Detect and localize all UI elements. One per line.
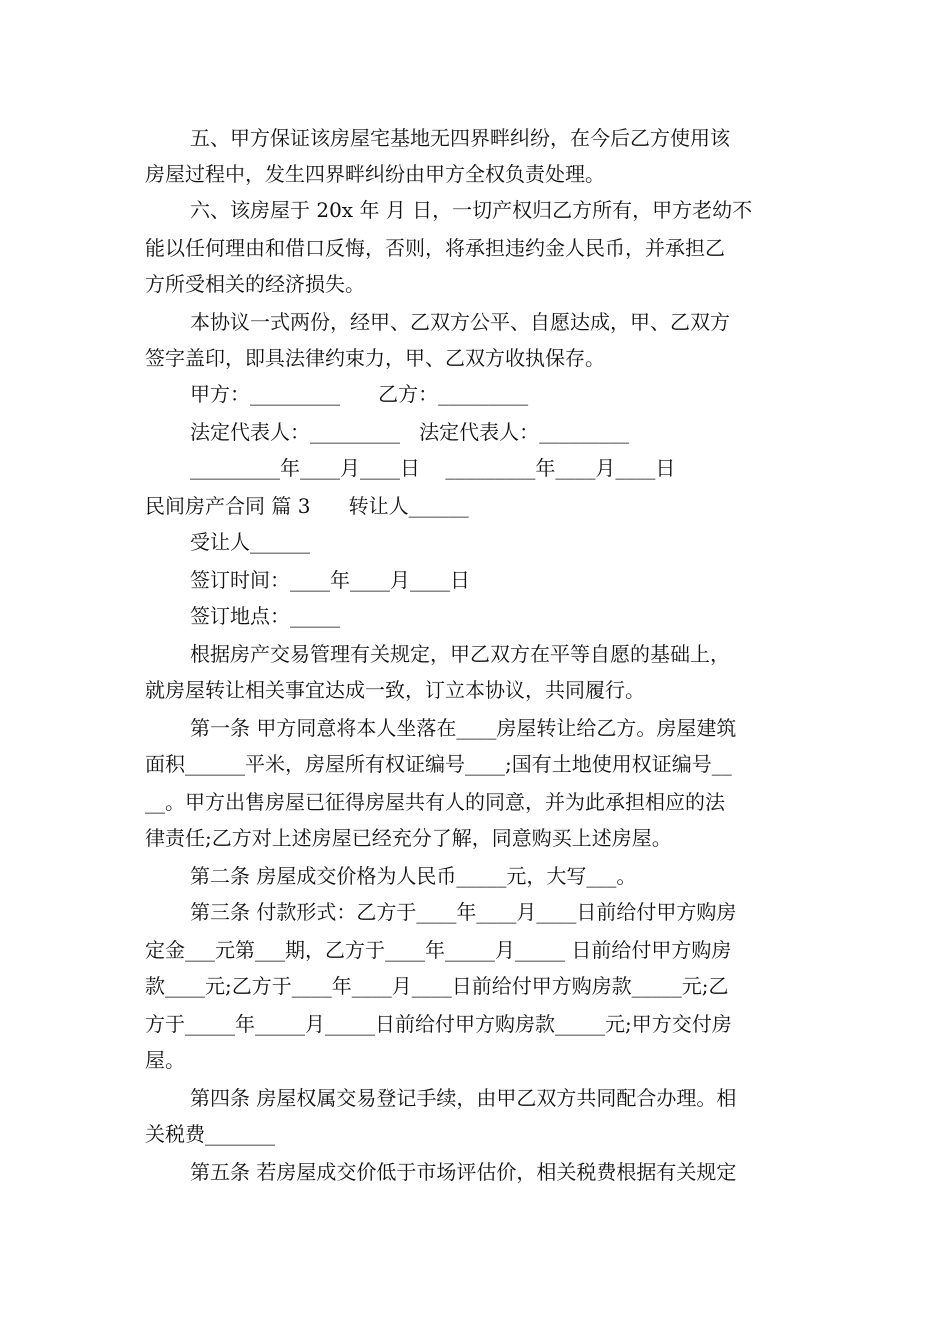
signature-line: 法定代表人：_________ 法定代表人：_________ (190, 420, 630, 444)
paragraph-line: 款____元;乙方于____年____月____日前给付甲方购房款_____元;乙 (145, 974, 729, 998)
paragraph-line: 第一条 甲方同意将本人坐落在____房屋转让给乙方。房屋建筑 (190, 716, 737, 740)
paragraph-line: 面积______平米，房屋所有权证编号____;国有土地使用权证编号__ (145, 752, 732, 776)
paragraph-line: 关税费_______ (145, 1122, 275, 1146)
paragraph-line: 六、该房屋于 20x 年 月 日，一切产权归乙方所有，甲方老幼不 (190, 198, 753, 222)
paragraph-line: 签字盖印，即具法律约束力，甲、乙双方收执保存。 (145, 346, 605, 370)
paragraph-line: 第三条 付款形式：乙方于____年____月____日前给付甲方购房 (190, 900, 737, 924)
date-line: _________年____月____日 _________年____月____日 (190, 456, 676, 480)
paragraph-line: 方于_____年_____月_____日前给付甲方购房款_____元;甲方交付房 (145, 1012, 732, 1036)
paragraph-line: 第五条 若房屋成交价低于市场评估价，相关税费根据有关规定 (190, 1160, 737, 1184)
paragraph-line: 方所受相关的经济损失。 (145, 272, 365, 296)
paragraph-line: 本协议一式两份，经甲、乙双方公平、自愿达成，甲、乙双方 (190, 310, 730, 334)
paragraph-line: 屋。 (145, 1048, 185, 1072)
paragraph-line: 第二条 房屋成交价格为人民币_____元，大写___。 (190, 864, 637, 888)
paragraph-line: 根据房产交易管理有关规定，甲乙双方在平等自愿的基础上， (190, 642, 730, 666)
paragraph-line: __。甲方出售房屋已征得房屋共有人的同意，并为此承担相应的法 (145, 790, 725, 814)
signature-line: 甲方：_________ 乙方：_________ (190, 382, 529, 406)
paragraph-line: 签订地点：_____ (190, 604, 340, 628)
section-heading: 民间房产合同 篇 3 转让人______ (145, 494, 469, 518)
paragraph-line: 律责任;乙方对上述房屋已经充分了解，同意购买上述房屋。 (145, 826, 672, 850)
paragraph-line: 五、甲方保证该房屋宅基地无四界畔纠纷，在今后乙方使用该 (190, 126, 730, 150)
paragraph-line: 签订时间：____年____月____日 (190, 568, 470, 592)
paragraph-line: 定金___元第___期，乙方于____年_____月_____ 日前给付甲方购房 (145, 938, 732, 962)
paragraph-line: 受让人______ (190, 530, 310, 554)
paragraph-line: 能以任何理由和借口反悔，否则，将承担违约金人民币，并承担乙 (145, 236, 725, 260)
paragraph-line: 第四条 房屋权属交易登记手续，由甲乙双方共同配合办理。相 (190, 1086, 737, 1110)
paragraph-line: 房屋过程中，发生四界畔纠纷由甲方全权负责处理。 (145, 162, 605, 186)
paragraph-line: 就房屋转让相关事宜达成一致，订立本协议，共同履行。 (145, 678, 645, 702)
